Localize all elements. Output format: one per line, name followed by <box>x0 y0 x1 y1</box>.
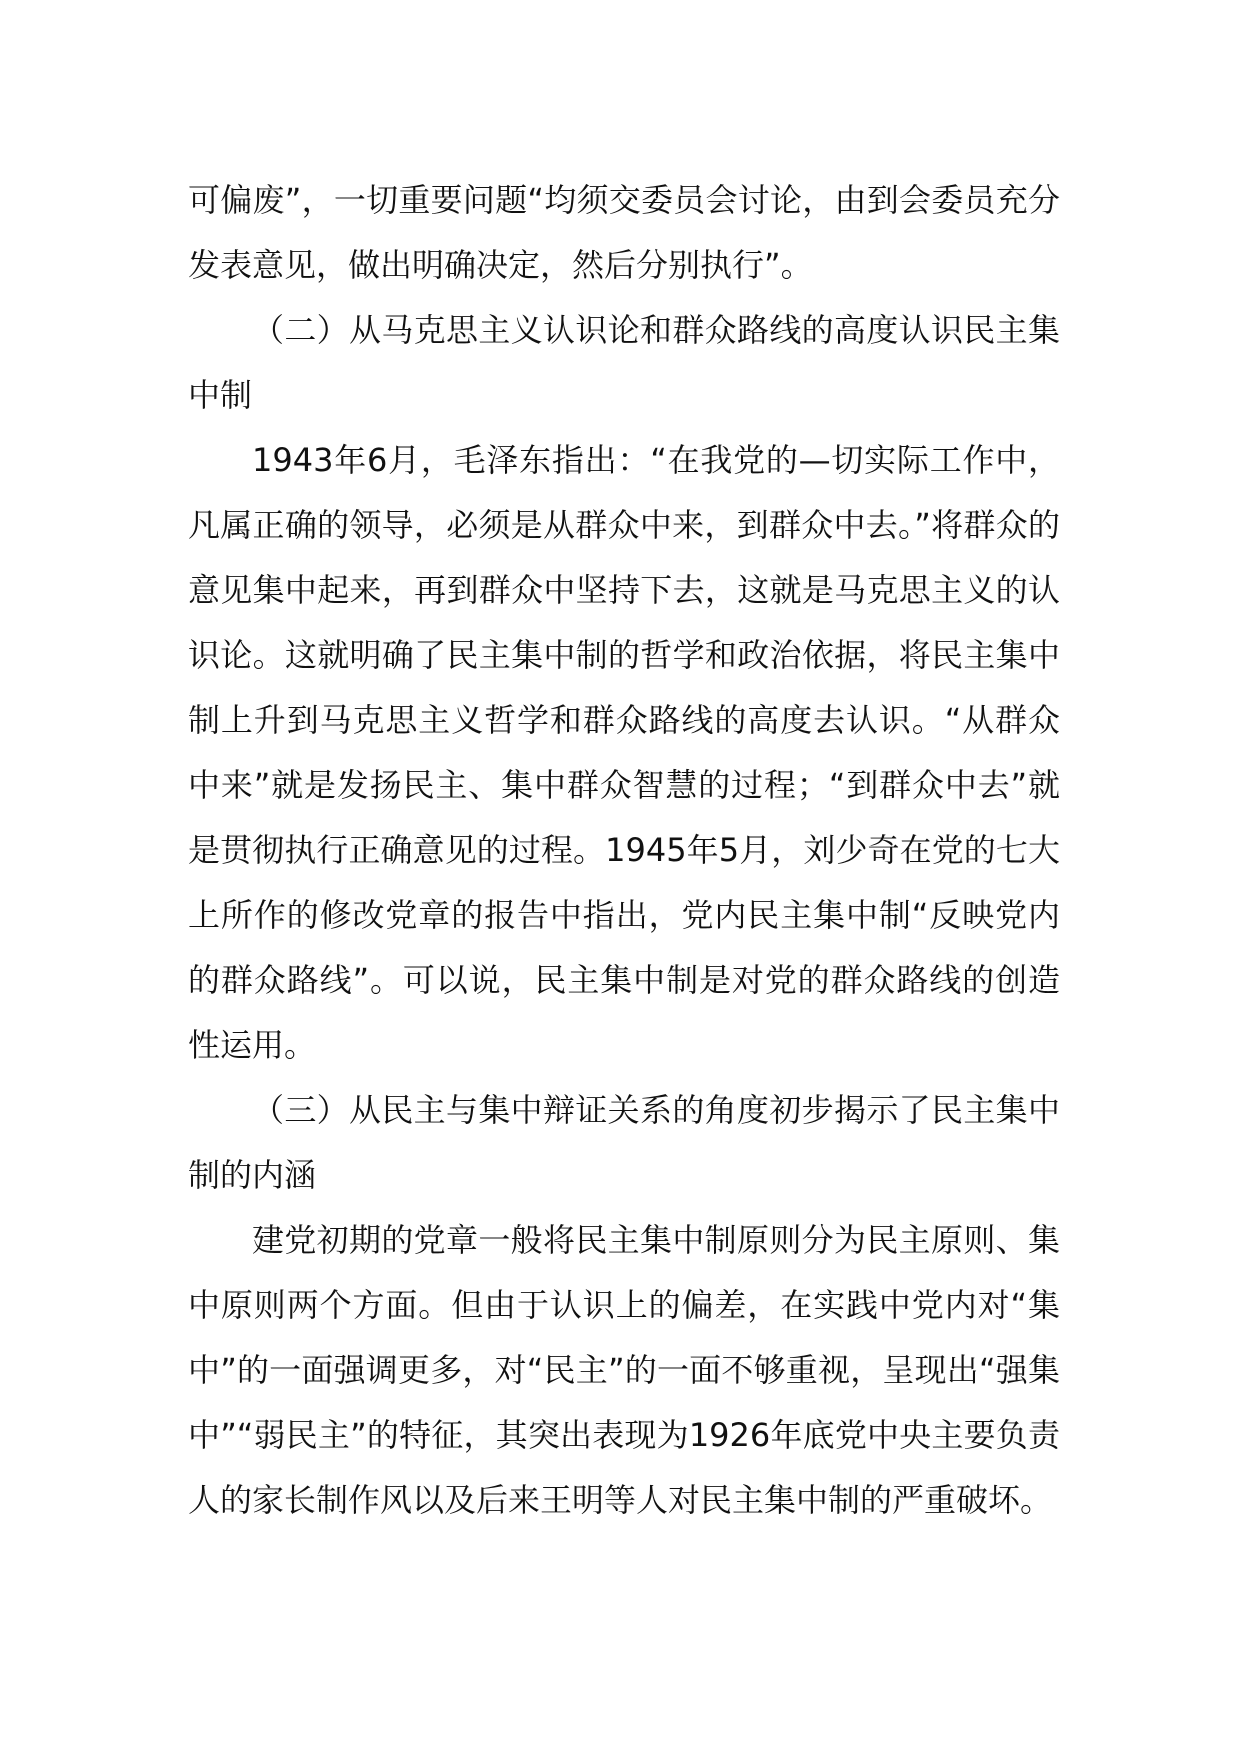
paragraph-mass-line: 1943年6月，毛泽东指出：“在我党的—切实际工作中，凡属正确的领导，必须是从群众中来，到群众中去。”将群众的意见集中起来，再到群众中坚持下去，这就是马克思主义的认识论。这就明确了民主集中制的哲学和政治依据，将民主集中制上升到马克思主义哲学和群众路线的高度去认识。“从群众中来”就是发扬民主、集中群众智慧的过程；“到群众中去”就是贯彻执行正确意见的过程。1945年5月，刘少奇在党的七大上所作的修改党章的报告中指出，党内民主集中制“反映党内的群众路线”。可以说，民主集中制是对党的群众路线的创造性运用。 <box>188 441 1060 1064</box>
section-heading-2: （二）从马克思主义认识论和群众路线的高度认识民主集中制 <box>188 311 1060 414</box>
paragraph-early-charter: 建党初期的党章一般将民主集中制原则分为民主原则、集中原则两个方面。但由于认识上的偏差，在实践中党内对“集中”的一面强调更多，对“民主”的一面不够重视，呈现出“强集中”“弱民主”的特征，其突出表现为1926年底党中央主要负责人的家长制作风以及后来王明等人对民主集中制的严重破坏。 <box>188 1221 1060 1519</box>
paragraph-continuation: 可偏废”，一切重要问题“均须交委员会讨论，由到会委员充分发表意见，做出明确决定，然后分别执行”。 <box>188 181 1060 284</box>
section-heading-3: （三）从民主与集中辩证关系的角度初步揭示了民主集中制的内涵 <box>188 1091 1060 1194</box>
document-body <box>188 168 1060 1533</box>
